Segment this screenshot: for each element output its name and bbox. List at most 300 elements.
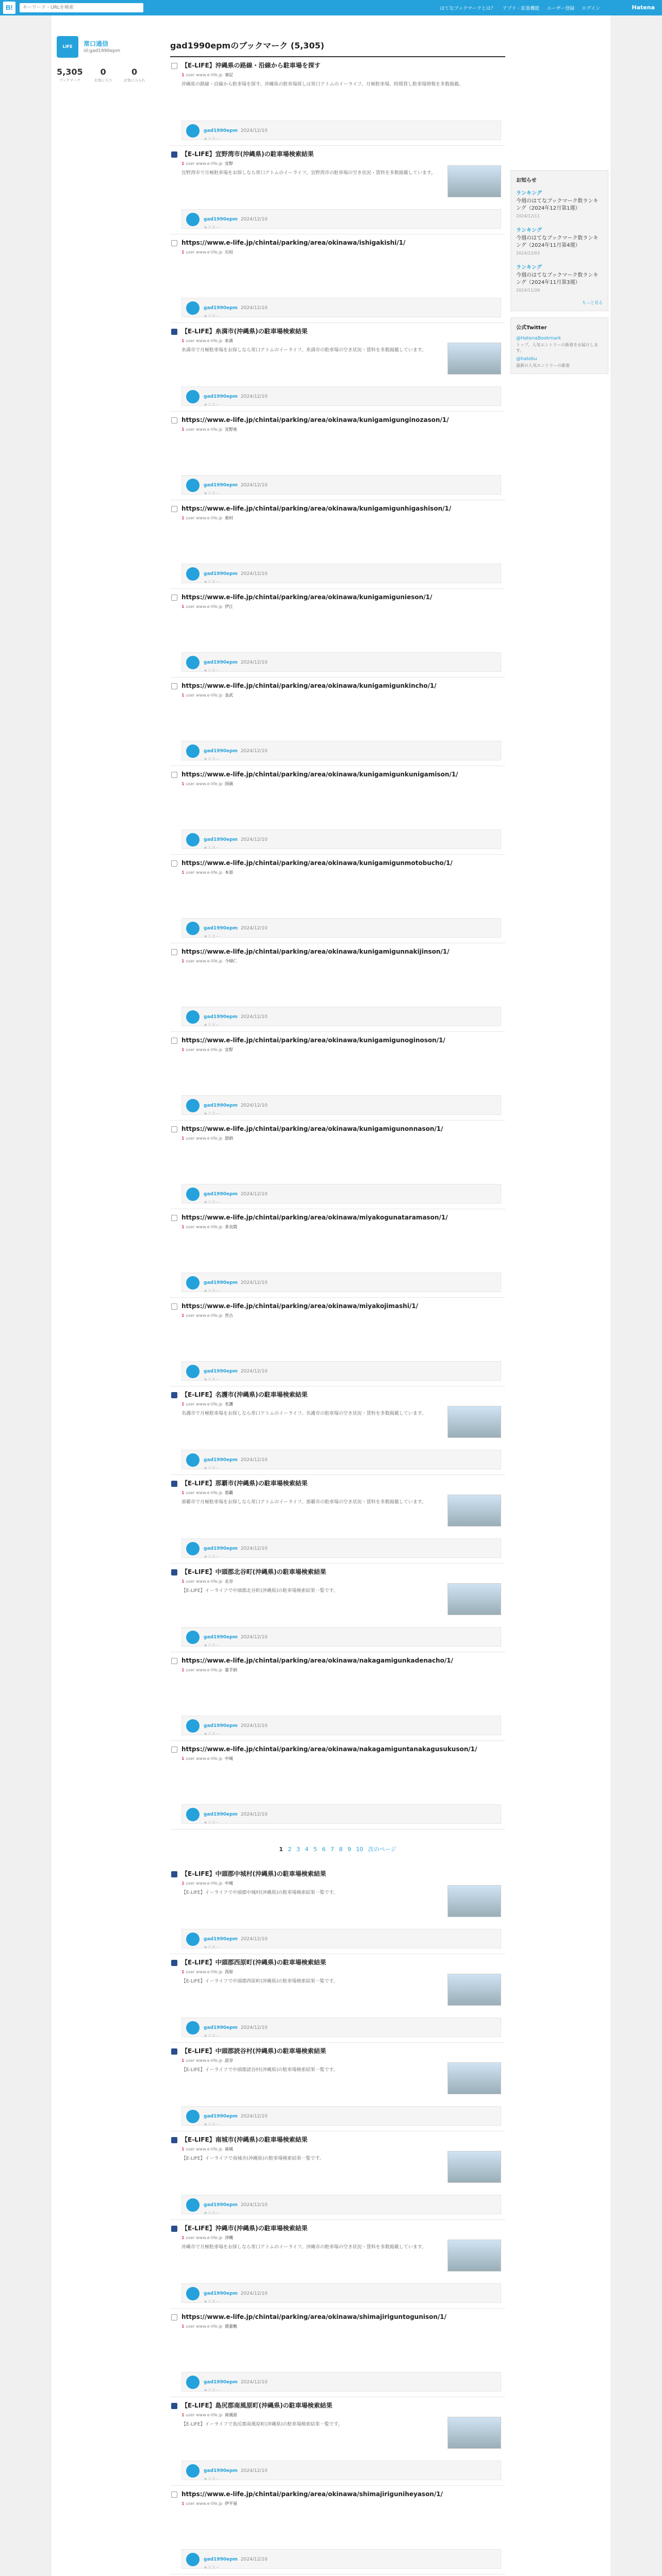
entry-thumbnail[interactable] [448,1406,501,1438]
hatena-logo[interactable]: Hatena [632,4,655,11]
entry-users[interactable]: 1 [181,693,185,698]
entry-site[interactable]: www.e-life.jp [196,1047,223,1052]
star-button[interactable]: ★スター [204,845,220,850]
entry-site[interactable]: www.e-life.jp [196,2058,223,2063]
entry-title-link[interactable]: https://www.e-life.jp/chintai/parking/area/okinawa/kunigamigunieson/1/ [181,594,433,601]
user-avatar[interactable] [186,1365,200,1378]
entry-users[interactable]: 1 [181,2324,185,2329]
entry-title-link[interactable]: https://www.e-life.jp/chintai/parking/area/okinawa/nakagamiguntanakagusukuson/1/ [181,1745,477,1753]
comment-user[interactable]: gad1990epm [204,394,238,399]
entry-tag[interactable]: 多良間 [224,1225,237,1229]
entry-tag[interactable]: 読谷 [224,2058,233,2063]
entry-title-link[interactable]: https://www.e-life.jp/chintai/parking/area/okinawa/kunigamigunmotobucho/1/ [181,859,453,867]
entry-title-link[interactable]: https://www.e-life.jp/chintai/parking/area/okinawa/kunigamigunhigashison/1/ [181,505,452,512]
star-button[interactable]: ★スター [204,668,220,673]
entry-site[interactable]: www.e-life.jp [196,1402,223,1406]
entry-title-link[interactable]: 【E-LIFE】沖縄市(沖縄県)の駐車場検索結果 [181,2225,308,2232]
entry-tag[interactable]: 国頭 [224,782,233,786]
user-avatar[interactable] [186,213,200,226]
entry-tag[interactable]: 伊平屋 [224,2501,237,2506]
comment-box [181,1007,501,1026]
entry-site[interactable]: www.e-life.jp [196,1668,223,1672]
user-avatar[interactable] [186,744,200,758]
favicon-icon [171,63,177,69]
comment-user[interactable]: gad1990epm [204,2202,238,2208]
comment-date: 2024/12/10 [240,926,268,931]
entry-title-link[interactable]: 【E-LIFE】那覇市(沖縄県)の駐車場検索結果 [181,1480,308,1487]
star-button[interactable]: ★スター [204,1377,220,1382]
comment-user[interactable]: gad1990epm [204,1192,238,1197]
entry-tag[interactable]: 糸満 [224,338,233,343]
entry-users[interactable]: 1 [181,161,185,166]
entry-users[interactable]: 1 [181,1579,185,1584]
comment-user[interactable]: gad1990epm [204,1369,238,1374]
entry-site[interactable]: www.e-life.jp [196,516,223,520]
favicon-icon [171,2492,177,2498]
comment-user[interactable]: gad1990epm [204,2291,238,2296]
star-button[interactable]: ★スター [204,1554,220,1559]
entry-site[interactable]: www.e-life.jp [196,693,223,698]
favicon-icon [171,949,177,955]
comment-user[interactable]: gad1990epm [204,1458,238,1463]
entry-site[interactable]: www.e-life.jp [196,2147,223,2151]
star-button[interactable]: ★スター [204,2033,220,2038]
entry-title-link[interactable]: https://www.e-life.jp/chintai/parking/area/okinawa/miyakojimashi/1/ [181,1302,418,1310]
entry-site[interactable]: www.e-life.jp [196,782,223,786]
entry-users[interactable]: 1 [181,1881,185,1886]
comment-user[interactable]: gad1990epm [204,128,238,133]
entry-users[interactable]: 1 [181,1402,185,1406]
users-suffix: user [186,427,195,432]
comment-user[interactable]: gad1990epm [204,1014,238,1020]
user-avatar[interactable] [186,656,200,669]
search-input[interactable] [20,3,143,12]
star-button[interactable]: ★スター [204,2477,220,2481]
star-button[interactable]: ★スター [204,1820,220,1825]
comment-user[interactable]: gad1990epm [204,2468,238,2473]
twitter-handle[interactable]: @HatenaBookmark [516,336,561,341]
entry-meta [181,1313,505,1318]
user-avatar[interactable] [186,922,200,935]
login-link[interactable]: ログイン [582,6,600,11]
stat-followers[interactable] [124,67,145,83]
star-button[interactable]: ★スター [204,137,220,141]
entry-thumbnail[interactable] [448,2417,501,2449]
bookmark-entry [170,2486,505,2574]
user-avatar[interactable] [186,567,200,581]
entry-site[interactable]: www.e-life.jp [196,2235,223,2240]
entry-title-link[interactable]: https://www.e-life.jp/chintai/parking/area/okinawa/kunigamigunoginoson/1/ [181,1037,445,1044]
comment-user[interactable]: gad1990epm [204,2114,238,2119]
entry-users[interactable]: 1 [181,2413,185,2417]
stat-bookmarks[interactable] [57,67,83,83]
bookmark-entry [170,1032,505,1121]
comment-user[interactable]: gad1990epm [204,1937,238,1942]
profile-id: id:gad1990epm [84,48,121,54]
comment-box [181,1273,501,1292]
entry-tag[interactable]: 宜野 [224,1047,233,1052]
entry-tag[interactable]: 中城 [224,1756,233,1761]
notices-box [510,170,608,311]
users-suffix: user [186,959,195,963]
user-avatar[interactable] [186,1808,200,1821]
star-button[interactable]: ★スター [204,2388,220,2393]
favicon-icon [171,2403,177,2409]
entry-users[interactable]: 1 [181,73,185,77]
entry-users[interactable]: 1 [181,1756,185,1761]
entry-site[interactable]: www.e-life.jp [196,1313,223,1318]
user-avatar[interactable] [186,2376,200,2389]
apps-link[interactable]: アプリ・拡張機能 [502,6,540,11]
notice-title[interactable]: 今週のはてなブックマーク数ランキング（2024年11月第4週） [516,235,599,248]
user-avatar[interactable] [186,2464,200,2478]
page-link[interactable]: 9 [347,1846,351,1853]
entry-site[interactable]: www.e-life.jp [196,959,223,963]
entry-title-link[interactable]: 【E-LIFE】宜野湾市(沖縄県)の駐車場検索結果 [181,150,314,158]
comment-box [181,209,501,229]
star-button[interactable]: ★スター [204,934,220,939]
entry-site[interactable]: www.e-life.jp [196,1490,223,1495]
entry-title-link[interactable]: 【E-LIFE】中頭郡読谷村(沖縄県)の駐車場検索結果 [181,2047,326,2055]
entry-users[interactable]: 1 [181,250,185,255]
entry-users[interactable]: 1 [181,1313,185,1318]
entry-title-link[interactable]: 【E-LIFE】中頭郡北谷町(沖縄県)の駐車場検索結果 [181,1568,326,1575]
user-avatar[interactable] [186,479,200,492]
page-link[interactable]: 7 [330,1846,334,1853]
user-avatar[interactable] [186,2110,200,2123]
comment-user[interactable]: gad1990epm [204,1103,238,1108]
entry-title-link[interactable]: https://www.e-life.jp/chintai/parking/area/okinawa/kunigamigunkincho/1/ [181,682,437,689]
bookmark-list [170,57,505,1829]
entry-thumbnail[interactable] [448,1885,501,1917]
entry-users[interactable]: 1 [181,1668,185,1672]
entry-tag[interactable]: 沖縄 [224,2235,233,2240]
comment-box [181,564,501,583]
entry-tag[interactable]: 東村 [224,516,233,520]
twitter-handle[interactable]: @hatebu [516,357,537,362]
entry-site[interactable]: www.e-life.jp [196,338,223,343]
page-link[interactable]: 10 [356,1846,363,1853]
comment-date: 2024/12/10 [240,2114,268,2119]
star-button[interactable]: ★スター [204,1466,220,1470]
comment-user[interactable]: gad1990epm [204,2380,238,2385]
bookmark-entry [170,2397,505,2486]
star-button[interactable]: ★スター [204,1643,220,1648]
entry-meta [181,604,505,609]
comment-date: 2024/12/10 [240,1937,268,1942]
users-suffix: user [186,1402,195,1406]
entry-users[interactable]: 1 [181,782,185,786]
entry-users[interactable]: 1 [181,1490,185,1495]
entry-tag[interactable]: 伊江 [224,604,233,609]
user-avatar[interactable] [186,833,200,846]
comment-box [181,1627,501,1647]
entry-title-link[interactable]: 【E-LIFE】糸満市(沖縄県)の駐車場検索結果 [181,328,308,335]
star-button[interactable]: ★スター [204,491,220,496]
page-link[interactable]: 8 [339,1846,343,1853]
entry-description: 【E-LIFE】イーライフで中頭郡読谷村(沖縄県)の駐車場検索結果一覧です。 [181,2067,338,2073]
entry-meta [181,427,505,432]
comment-user[interactable]: gad1990epm [204,1812,238,1817]
entry-site[interactable]: www.e-life.jp [196,1756,223,1761]
sidebar [510,170,608,380]
star-button[interactable]: ★スター [204,1023,220,1027]
entry-users[interactable]: 1 [181,604,185,609]
entry-thumbnail[interactable] [448,1974,501,2006]
star-button[interactable]: ★スター [204,1111,220,1116]
entry-tag[interactable]: 今帰仁 [224,959,237,963]
comment-date: 2024/12/10 [240,1369,268,1374]
comment-user[interactable]: gad1990epm [204,660,238,665]
entry-users[interactable]: 1 [181,1136,185,1141]
comment-date: 2024/12/10 [240,1723,268,1728]
entry-site[interactable]: www.e-life.jp [196,2413,223,2417]
entry-tag[interactable]: 宮古 [224,1313,233,1318]
entry-thumbnail[interactable] [448,2151,501,2183]
comment-user[interactable]: gad1990epm [204,217,238,222]
comment-box [181,2018,501,2037]
comment-box [181,475,501,495]
entry-title-link[interactable]: 【E-LIFE】沖縄県の路線・沿線から駐車場を探す [181,62,321,69]
entry-tag[interactable]: 恩納 [224,1136,233,1141]
bookmark-entry [170,1209,505,1298]
star-button[interactable]: ★スター [204,2565,220,2570]
user-avatar[interactable] [186,124,200,138]
entry-site[interactable]: www.e-life.jp [196,1225,223,1229]
notice-category: ランキング [516,228,542,233]
entry-meta [181,2501,505,2506]
notice-title[interactable]: 今週のはてなブックマーク数ランキング（2024年12月第1週） [516,198,599,211]
twitter-desc: トップ、人気エントリーの新着をお届けします。 [516,343,599,353]
comment-user[interactable]: gad1990epm [204,1635,238,1640]
entry-meta [181,249,505,255]
entry-users[interactable]: 1 [181,959,185,963]
page-link[interactable]: 1 [279,1846,283,1853]
comment-date: 2024/12/10 [240,1192,268,1197]
entry-tag[interactable]: 嘉手納 [224,1668,237,1672]
star-button[interactable]: ★スター [204,314,220,318]
comment-date: 2024/12/10 [240,2380,268,2385]
user-avatar[interactable] [186,1276,200,1290]
entry-users[interactable]: 1 [181,1970,185,1974]
users-suffix: user [186,250,195,255]
entry-title-link[interactable]: 【E-LIFE】中頭郡中城村(沖縄県)の駐車場検索結果 [181,1870,326,1877]
page-link[interactable]: 2 [288,1846,292,1853]
comment-user[interactable]: gad1990epm [204,1723,238,1728]
entry-site[interactable]: www.e-life.jp [196,161,223,166]
entry-users[interactable]: 1 [181,2147,185,2151]
star-button[interactable]: ★スター [204,1200,220,1205]
entry-title-link[interactable]: https://www.e-life.jp/chintai/parking/area/okinawa/kunigamigunginozason/1/ [181,416,449,423]
entry-site[interactable]: www.e-life.jp [196,73,223,77]
user-avatar[interactable] [186,1631,200,1644]
star-button[interactable]: ★スター [204,1945,220,1950]
about-link[interactable]: はてなブックマークとは？ [440,6,495,11]
users-suffix: user [186,161,195,166]
twitter-box [510,317,608,374]
entry-tag[interactable]: 事記 [224,73,233,77]
profile-name[interactable]: 常口通信 [84,40,109,47]
user-avatar[interactable] [186,1453,200,1467]
entry-title-link[interactable]: https://www.e-life.jp/chintai/parking/area/okinawa/shimajiriguniheyason/1/ [181,2490,443,2498]
user-avatar[interactable] [186,2287,200,2300]
star-button[interactable]: ★スター [204,2299,220,2304]
more-notices-link[interactable]: もっと見る [582,300,603,305]
users-suffix: user [186,1579,195,1584]
entry-users[interactable]: 1 [181,1047,185,1052]
entry-users[interactable]: 1 [181,338,185,343]
entry-tag[interactable]: 本部 [224,870,233,875]
comment-user[interactable]: gad1990epm [204,483,238,488]
entry-title-link[interactable]: 【E-LIFE】中頭郡西原町(沖縄県)の駐車場検索結果 [181,1959,326,1966]
entry-site[interactable]: www.e-life.jp [196,1579,223,1584]
entry-users[interactable]: 1 [181,1225,185,1229]
comment-user[interactable]: gad1990epm [204,1280,238,1285]
entry-title-link[interactable]: https://www.e-life.jp/chintai/parking/area/okinawa/shimajiriguntogunison/1/ [181,2313,446,2320]
notice-category: ランキング [516,191,542,196]
notice-title[interactable]: 今週のはてなブックマーク数ランキング（2024年11月第3週） [516,273,599,285]
entry-title-link[interactable]: https://www.e-life.jp/chintai/parking/area/okinawa/kunigamigunnakijinson/1/ [181,948,450,955]
bookmark-entry [170,1954,505,2043]
entry-users[interactable]: 1 [181,2501,185,2506]
comment-user[interactable]: gad1990epm [204,306,238,311]
entry-thumbnail[interactable] [448,343,501,375]
favicon-icon [171,2226,177,2232]
user-avatar[interactable] [186,1542,200,1555]
entry-title-link[interactable]: https://www.e-life.jp/chintai/parking/area/okinawa/ishigakishi/1/ [181,239,406,246]
bookmark-entry [170,1652,505,1741]
users-suffix: user [186,1047,195,1052]
entry-tag[interactable]: 金武 [224,693,233,698]
user-avatar[interactable] [186,1719,200,1733]
entry-title-link[interactable]: 【E-LIFE】名護市(沖縄県)の駐車場検索結果 [181,1391,308,1398]
entry-site[interactable]: www.e-life.jp [196,2324,223,2329]
comment-date: 2024/12/10 [240,1280,268,1285]
bookmark-entry [170,1564,505,1652]
entry-users[interactable]: 1 [181,427,185,432]
entry-tag[interactable]: 石垣 [224,250,233,255]
entry-users[interactable]: 1 [181,516,185,520]
user-avatar[interactable] [186,1010,200,1024]
entry-users[interactable]: 1 [181,2058,185,2063]
user-avatar[interactable] [186,1099,200,1112]
entry-thumbnail[interactable] [448,1495,501,1527]
entry-thumbnail[interactable] [448,1583,501,1615]
signup-link[interactable]: ユーザー登録 [547,6,575,11]
entry-site[interactable]: www.e-life.jp [196,604,223,609]
entry-site[interactable]: www.e-life.jp [196,870,223,875]
star-button[interactable]: ★スター [204,1732,220,1736]
comment-user[interactable]: gad1990epm [204,749,238,754]
user-avatar[interactable] [186,2021,200,2035]
user-avatar[interactable] [186,1188,200,1201]
entry-tag[interactable]: 北谷 [224,1579,233,1584]
star-button[interactable]: ★スター [204,580,220,584]
user-avatar[interactable] [186,2198,200,2212]
comment-user[interactable]: gad1990epm [204,837,238,842]
bookmark-entry [170,2309,505,2397]
user-avatar[interactable] [186,390,200,403]
comment-user[interactable]: gad1990epm [204,571,238,577]
page-link[interactable]: 3 [296,1846,300,1853]
entry-site[interactable]: www.e-life.jp [196,427,223,432]
comment-user[interactable]: gad1990epm [204,2557,238,2562]
star-button[interactable]: ★スター [204,402,220,407]
star-button[interactable]: ★スター [204,757,220,761]
entry-title-link[interactable]: 【E-LIFE】南城市(沖縄県)の駐車場検索結果 [181,2136,308,2143]
hatena-bookmark-logo-icon[interactable]: B! [3,2,15,14]
comment-user[interactable]: gad1990epm [204,1546,238,1551]
comment-date: 2024/12/10 [240,1546,268,1551]
entry-site[interactable]: www.e-life.jp [196,1970,223,1974]
stat-favorites[interactable] [94,67,112,83]
comment-date: 2024/12/10 [240,2291,268,2296]
entry-users[interactable]: 1 [181,2235,185,2240]
user-avatar[interactable] [186,2553,200,2566]
page-link[interactable]: 5 [313,1846,317,1853]
comment-user[interactable]: gad1990epm [204,926,238,931]
entry-site[interactable]: www.e-life.jp [196,1136,223,1141]
star-button[interactable]: ★スター [204,1289,220,1293]
entry-site[interactable]: www.e-life.jp [196,2501,223,2506]
entry-title-link[interactable]: https://www.e-life.jp/chintai/parking/area/okinawa/miyakogunataramason/1/ [181,1214,448,1221]
star-button[interactable]: ★スター [204,2122,220,2127]
user-avatar[interactable] [186,301,200,315]
entry-tag[interactable]: 南城 [224,2147,233,2151]
notice-date: 2024/11/26 [516,288,540,293]
entry-title-link[interactable]: https://www.e-life.jp/chintai/parking/area/okinawa/kunigamigunkunigamison/1/ [181,771,458,778]
stat-label: お気に入られ [123,78,145,82]
entry-tag[interactable]: 宜野座 [224,427,237,432]
user-avatar[interactable] [186,1933,200,1946]
entry-tag[interactable]: 名護 [224,1402,233,1406]
comment-user[interactable]: gad1990epm [204,2025,238,2030]
entry-site[interactable]: www.e-life.jp [196,1881,223,1886]
star-button[interactable]: ★スター [204,225,220,230]
entry-description: 那覇市で月極駐車場をお探しなら常口アトムのイーライフ。那覇市の駐車場の空き状況・賃料を多数掲載しています。 [181,1500,427,1505]
entry-site[interactable]: www.e-life.jp [196,250,223,255]
entry-thumbnail[interactable] [448,2062,501,2094]
bookmark-entry [170,1866,505,1954]
entry-title-link[interactable]: 【E-LIFE】島尻郡南風原町(沖縄県)の駐車場検索結果 [181,2402,333,2409]
favicon-icon [171,1038,177,1044]
page-link[interactable]: 4 [305,1846,309,1853]
entry-description: 【E-LIFE】イーライフで島尻郡南風原町(沖縄県)の駐車場検索結果一覧です。 [181,2422,343,2427]
next-page-link[interactable]: 次のページ [368,1846,396,1853]
star-button[interactable]: ★スター [204,2211,220,2215]
avatar[interactable]: LIFE [57,36,78,58]
notice-item[interactable] [516,189,603,218]
bookmark-entry [170,323,505,412]
page-link[interactable]: 6 [322,1846,326,1853]
entry-title-link[interactable]: https://www.e-life.jp/chintai/parking/area/okinawa/kunigamigunonnason/1/ [181,1125,443,1132]
entry-title-link[interactable]: https://www.e-life.jp/chintai/parking/area/okinawa/nakagamigunkadenacho/1/ [181,1657,453,1664]
notice-category: ランキング [516,265,542,270]
entry-thumbnail[interactable] [448,2240,501,2272]
entry-tag[interactable]: 南風原 [224,2413,237,2417]
entry-tag[interactable]: 那覇 [224,1490,233,1495]
notice-item[interactable] [516,226,603,256]
entry-tag[interactable]: 渡嘉敷 [224,2324,237,2329]
entry-users[interactable]: 1 [181,870,185,875]
entry-tag[interactable]: 中城 [224,1881,233,1886]
entry-thumbnail[interactable] [448,165,501,197]
entry-tag[interactable]: 宜野 [224,161,233,166]
users-suffix: user [186,693,195,698]
entry-tag[interactable]: 西原 [224,1970,233,1974]
entry-description: 【E-LIFE】イーライフで中頭郡北谷町(沖縄県)の駐車場検索結果一覧です。 [181,1588,338,1594]
notice-item[interactable] [516,263,603,293]
